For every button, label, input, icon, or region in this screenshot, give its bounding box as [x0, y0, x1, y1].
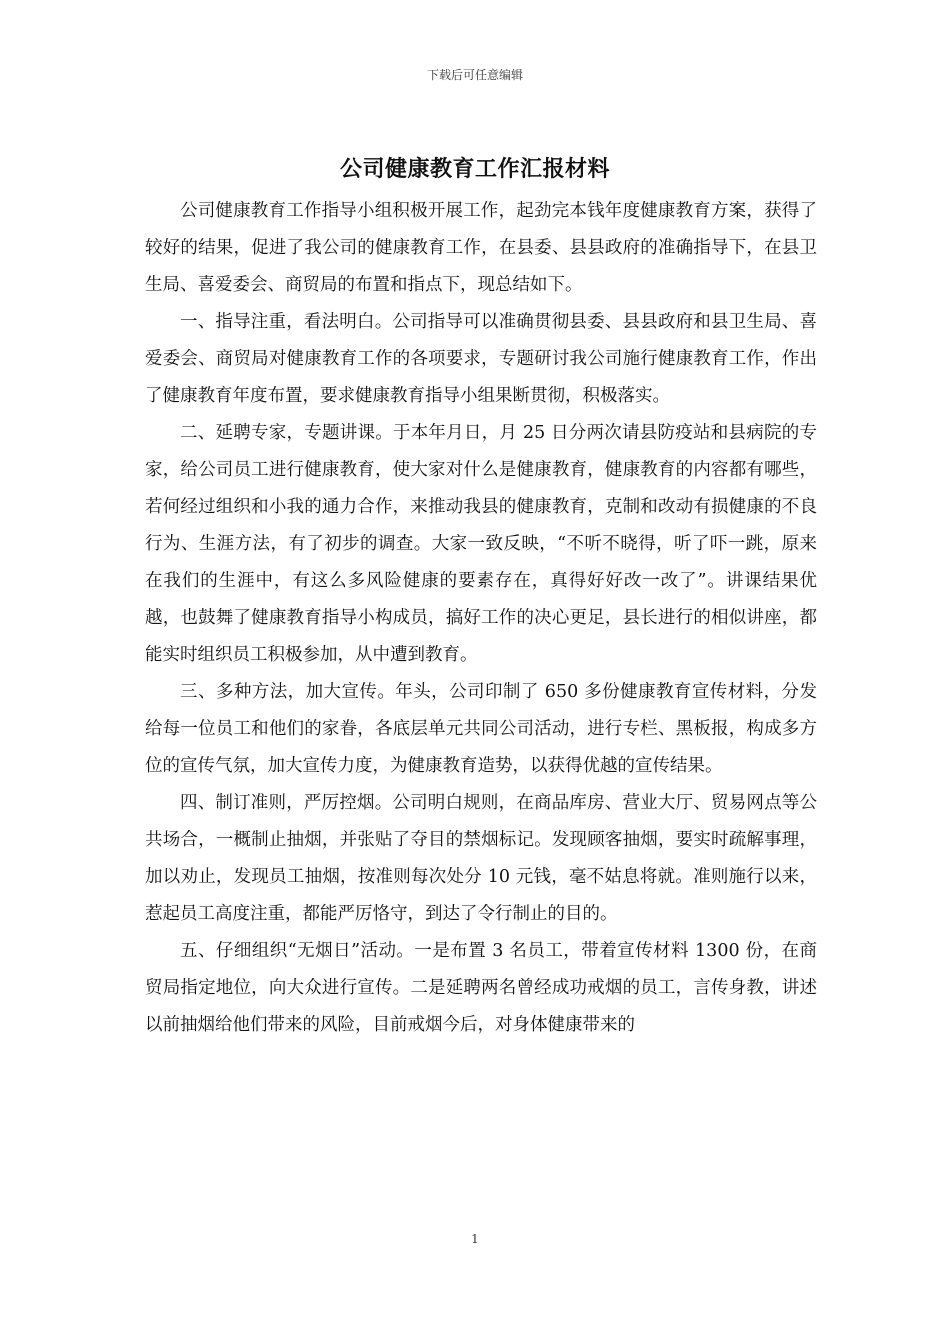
document-title: 公司健康教育工作汇报材料 — [339, 156, 610, 182]
page-number: 1 — [471, 1232, 479, 1246]
paragraph-section-3: 三、多种方法，加大宣传。年头，公司印制了 650 多份健康教育宣传材料，分发给每一位员工和他们的家眷，各底层单元共同公司活动，进行专栏、黑板报，构成多方位的宣传气氛，加大宣传力度，为健康教育造势，以获得优越的宣传结果。 — [145, 682, 817, 776]
page-header: 下载后可任意编辑 — [426, 68, 523, 82]
paragraph-section-4: 四、制订准则，严厉控烟。公司明白规则，在商品库房、营业大厅、贸易网点等公共场合，一概制止抽烟，并张贴了夺目的禁烟标记。发现顾客抽烟，要实时疏解事理，加以劝止，发现员工抽烟，按准则每次处分 10 元钱，毫不姑息将就。准则施行以来，惹起员工高度注重，都能严厉恪守，到达了令行制止的目的。 — [145, 793, 817, 924]
paragraph-section-5: 五、仔细组织“无烟日”活动。一是布置 3 名员工，带着宣传材料 1300 份，在商贸局指定地位，向大众进行宣传。二是延聘两名曾经成功戒烟的员工，言传身教，讲述以前抽烟给他们带来的风险，目前戒烟今后，对身体健康带来的 — [145, 941, 817, 1035]
paragraph-section-1: 一、指导注重，看法明白。公司指导可以准确贯彻县委、县县政府和县卫生局、喜爱委会、商贸局对健康教育工作的各项要求，专题研讨我公司施行健康教育工作，作出了健康教育年度布置，要求健康教育指导小组果断贯彻，积极落实。 — [145, 312, 817, 406]
paragraph-intro: 公司健康教育工作指导小组积极开展工作，起劲完本钱年度健康教育方案，获得了较好的结果，促进了我公司的健康教育工作，在县委、县县政府的准确指导下，在县卫生局、喜爱委会、商贸局的布置和指点下，现总结如下。 — [145, 201, 817, 295]
paragraph-section-2: 二、延聘专家，专题讲课。于本年月日，月 25 日分两次请县防疫站和县病院的专家，给公司员工进行健康教育，使大家对什么是健康教育，健康教育的内容都有哪些，若何经过组织和小我的通力合作，来推动我县的健康教育，克制和改动有损健康的不良行为、生涯方法，有了初步的调查。大家一致反映，“不听不晓得，听了吓一跳，原来在我们的生涯中，有这么多风险健康的要素存在，真得好好改一改了”。讲课结果优越，也鼓舞了健康教育指导小构成员，搞好工作的决心更足，县长进行的相似讲座，都能实时组织员工积极参加，从中遭到教育。 — [145, 423, 817, 665]
document-body — [145, 193, 817, 1044]
